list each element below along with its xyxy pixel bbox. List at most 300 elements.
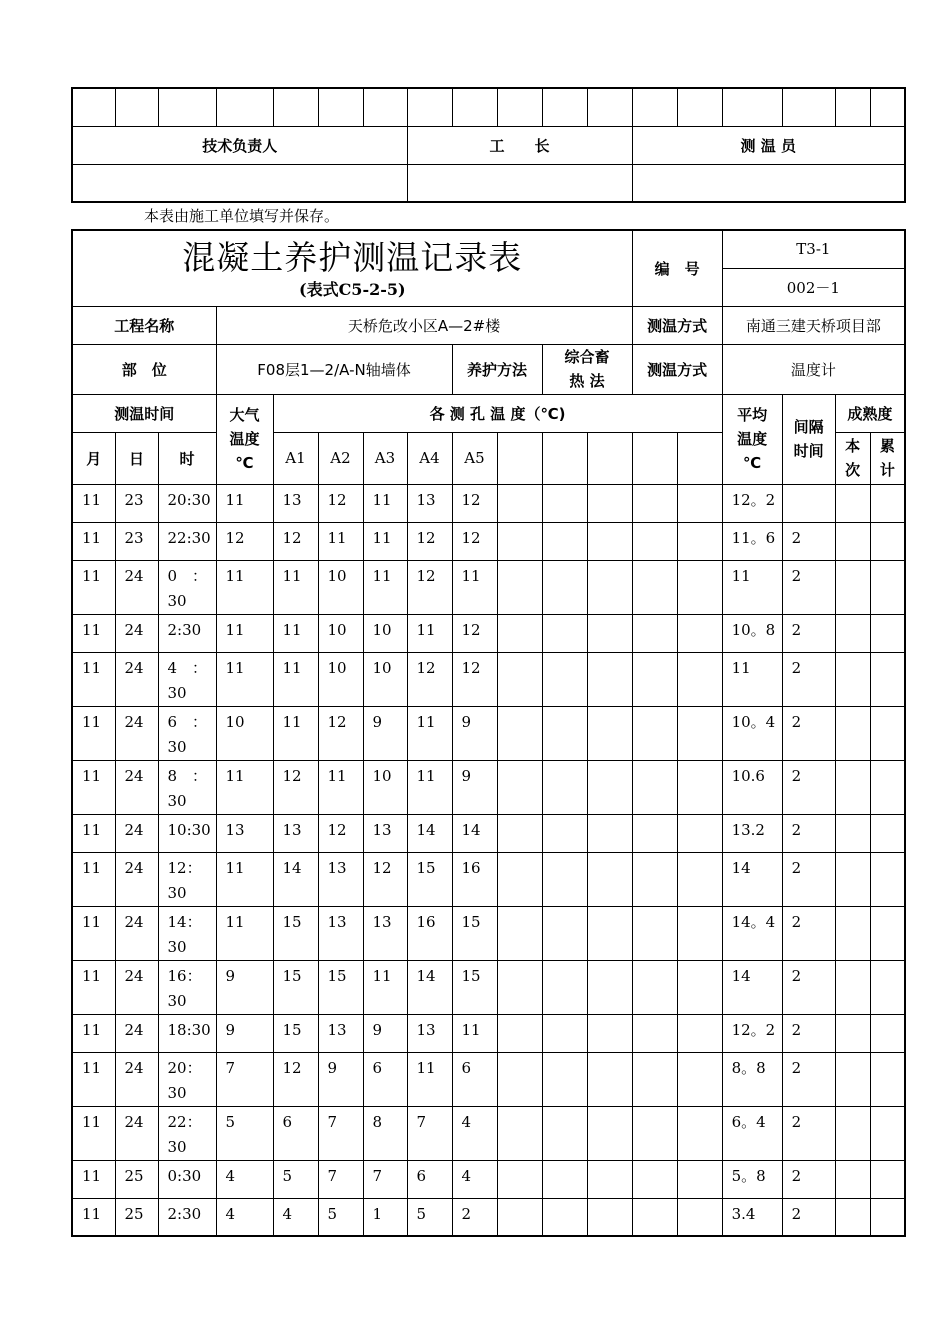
hole-blank-cell[interactable] [497, 1198, 542, 1236]
hole-blank-cell[interactable] [677, 1160, 722, 1198]
hole-a4-cell[interactable]: 11 [407, 760, 452, 814]
maturity-cumulative-cell[interactable] [870, 852, 905, 906]
hole-a4-cell[interactable]: 15 [407, 852, 452, 906]
maturity-current-cell[interactable] [835, 614, 870, 652]
maturity-cumulative-cell[interactable] [870, 1106, 905, 1160]
hole-a1-cell[interactable]: 4 [273, 1198, 318, 1236]
hole-blank-cell[interactable] [497, 814, 542, 852]
time-cell[interactable] [158, 906, 216, 960]
air-temp-cell[interactable]: 13 [216, 814, 273, 852]
maturity-current-cell[interactable] [835, 484, 870, 522]
hole-blank-cell[interactable] [497, 852, 542, 906]
blank-cell[interactable] [677, 88, 722, 126]
hole-a5-cell[interactable]: 9 [452, 706, 497, 760]
hole-blank-cell[interactable] [677, 1106, 722, 1160]
hole-a1-cell[interactable]: 11 [273, 652, 318, 706]
hole-blank-cell[interactable] [587, 560, 632, 614]
hole-a1-cell[interactable]: 6 [273, 1106, 318, 1160]
day-cell[interactable]: 24 [115, 1052, 158, 1106]
hole-a3-cell[interactable]: 11 [363, 560, 407, 614]
month-cell[interactable]: 11 [72, 1198, 115, 1236]
hole-blank-cell[interactable] [542, 1014, 587, 1052]
hole-blank-cell[interactable] [587, 706, 632, 760]
interval-cell[interactable]: 2 [782, 1014, 835, 1052]
hole-blank-cell[interactable] [677, 852, 722, 906]
interval-cell[interactable]: 2 [782, 560, 835, 614]
interval-cell[interactable]: 2 [782, 1106, 835, 1160]
month-cell[interactable]: 11 [72, 706, 115, 760]
day-cell[interactable]: 24 [115, 760, 158, 814]
air-temp-cell[interactable]: 11 [216, 852, 273, 906]
time-cell[interactable] [158, 614, 216, 652]
maturity-cumulative-cell[interactable] [870, 1014, 905, 1052]
time-cell[interactable] [158, 1106, 216, 1160]
hole-blank-cell[interactable] [632, 906, 677, 960]
hole-a1-cell[interactable]: 12 [273, 522, 318, 560]
month-cell[interactable]: 11 [72, 760, 115, 814]
hole-a2-cell[interactable]: 10 [318, 652, 363, 706]
day-cell[interactable]: 24 [115, 1014, 158, 1052]
blank-cell[interactable] [497, 88, 542, 126]
hole-blank-cell[interactable] [497, 560, 542, 614]
interval-cell[interactable]: 2 [782, 960, 835, 1014]
avg-temp-cell[interactable]: 10.6 [722, 760, 782, 814]
hole-blank-cell[interactable] [542, 1198, 587, 1236]
air-temp-cell[interactable]: 11 [216, 484, 273, 522]
hole-a3-cell[interactable]: 9 [363, 706, 407, 760]
maturity-current-cell[interactable] [835, 1052, 870, 1106]
month-cell[interactable]: 11 [72, 484, 115, 522]
hole-a1-cell[interactable]: 5 [273, 1160, 318, 1198]
hole-blank-cell[interactable] [587, 1198, 632, 1236]
hole-a3-cell[interactable]: 7 [363, 1160, 407, 1198]
hole-blank-cell[interactable] [497, 614, 542, 652]
time-cell[interactable] [158, 560, 216, 614]
time-cell[interactable] [158, 522, 216, 560]
maturity-current-cell[interactable] [835, 960, 870, 1014]
hole-blank-cell[interactable] [497, 760, 542, 814]
time-cell[interactable] [158, 1160, 216, 1198]
hole-a1-cell[interactable]: 14 [273, 852, 318, 906]
hole-a3-cell[interactable]: 10 [363, 760, 407, 814]
hole-a2-cell[interactable]: 13 [318, 906, 363, 960]
day-cell[interactable]: 24 [115, 906, 158, 960]
maturity-cumulative-cell[interactable] [870, 522, 905, 560]
maturity-current-cell[interactable] [835, 760, 870, 814]
hole-blank-cell[interactable] [587, 652, 632, 706]
blank-cell[interactable] [407, 88, 452, 126]
day-cell[interactable]: 23 [115, 522, 158, 560]
hole-blank-cell[interactable] [497, 906, 542, 960]
hole-a1-cell[interactable]: 12 [273, 1052, 318, 1106]
interval-cell[interactable]: 2 [782, 1198, 835, 1236]
hole-blank-cell[interactable] [677, 906, 722, 960]
hole-blank-cell[interactable] [542, 1106, 587, 1160]
avg-temp-cell[interactable]: 11 [722, 560, 782, 614]
hole-blank-cell[interactable] [542, 1052, 587, 1106]
hole-a5-cell[interactable]: 11 [452, 560, 497, 614]
hole-a4-cell[interactable]: 6 [407, 1160, 452, 1198]
maturity-current-cell[interactable] [835, 1106, 870, 1160]
maturity-cumulative-cell[interactable] [870, 760, 905, 814]
day-cell[interactable]: 24 [115, 706, 158, 760]
blank-cell[interactable] [158, 88, 216, 126]
thermometrist-signature[interactable] [632, 164, 905, 202]
interval-cell[interactable]: 2 [782, 522, 835, 560]
hole-a3-cell[interactable]: 10 [363, 652, 407, 706]
maturity-current-cell[interactable] [835, 706, 870, 760]
hole-blank-cell[interactable] [542, 1160, 587, 1198]
hole-blank-cell[interactable] [587, 1160, 632, 1198]
interval-cell[interactable]: 2 [782, 852, 835, 906]
hole-a3-cell[interactable]: 6 [363, 1052, 407, 1106]
air-temp-cell[interactable]: 11 [216, 614, 273, 652]
air-temp-cell[interactable]: 9 [216, 960, 273, 1014]
hole-blank-cell[interactable] [632, 1198, 677, 1236]
hole-a5-cell[interactable]: 12 [452, 522, 497, 560]
interval-cell[interactable]: 2 [782, 1160, 835, 1198]
month-cell[interactable]: 11 [72, 1106, 115, 1160]
month-cell[interactable]: 11 [72, 906, 115, 960]
interval-cell[interactable]: 2 [782, 1052, 835, 1106]
hole-blank-cell[interactable] [542, 706, 587, 760]
blank-cell[interactable] [452, 88, 497, 126]
hole-a4-cell[interactable]: 12 [407, 560, 452, 614]
avg-temp-cell[interactable]: 11。6 [722, 522, 782, 560]
hole-blank-cell[interactable] [542, 522, 587, 560]
hole-blank-cell[interactable] [632, 960, 677, 1014]
air-temp-cell[interactable]: 4 [216, 1160, 273, 1198]
hole-blank-cell[interactable] [677, 1014, 722, 1052]
hole-a4-cell[interactable]: 14 [407, 960, 452, 1014]
maturity-cumulative-cell[interactable] [870, 1198, 905, 1236]
month-cell[interactable]: 11 [72, 614, 115, 652]
hole-blank-cell[interactable] [632, 614, 677, 652]
interval-cell[interactable] [782, 484, 835, 522]
hole-a3-cell[interactable]: 11 [363, 484, 407, 522]
blank-cell[interactable] [115, 88, 158, 126]
hole-blank-cell[interactable] [632, 522, 677, 560]
blank-cell[interactable] [363, 88, 407, 126]
hole-a5-cell[interactable]: 4 [452, 1160, 497, 1198]
maturity-current-cell[interactable] [835, 560, 870, 614]
hole-a5-cell[interactable]: 6 [452, 1052, 497, 1106]
hole-blank-cell[interactable] [587, 484, 632, 522]
hole-a3-cell[interactable]: 13 [363, 814, 407, 852]
interval-cell[interactable]: 2 [782, 906, 835, 960]
foreman-signature[interactable] [407, 164, 632, 202]
month-cell[interactable]: 11 [72, 814, 115, 852]
hole-blank-cell[interactable] [677, 560, 722, 614]
hole-blank-cell[interactable] [632, 760, 677, 814]
day-cell[interactable]: 24 [115, 614, 158, 652]
maturity-current-cell[interactable] [835, 1160, 870, 1198]
air-temp-cell[interactable]: 4 [216, 1198, 273, 1236]
hole-blank-cell[interactable] [677, 652, 722, 706]
hole-blank-cell[interactable] [497, 484, 542, 522]
hole-a2-cell[interactable]: 12 [318, 814, 363, 852]
air-temp-cell[interactable]: 9 [216, 1014, 273, 1052]
interval-cell[interactable]: 2 [782, 760, 835, 814]
interval-cell[interactable]: 2 [782, 706, 835, 760]
time-cell[interactable] [158, 484, 216, 522]
hole-a4-cell[interactable]: 12 [407, 522, 452, 560]
blank-cell[interactable] [782, 88, 835, 126]
hole-a4-cell[interactable]: 16 [407, 906, 452, 960]
hole-blank-cell[interactable] [677, 1198, 722, 1236]
time-cell[interactable] [158, 1014, 216, 1052]
hole-a5-cell[interactable]: 2 [452, 1198, 497, 1236]
blank-cell[interactable] [273, 88, 318, 126]
day-cell[interactable]: 25 [115, 1198, 158, 1236]
maturity-cumulative-cell[interactable] [870, 814, 905, 852]
hole-blank-cell[interactable] [587, 960, 632, 1014]
hole-blank-cell[interactable] [632, 484, 677, 522]
air-temp-cell[interactable]: 11 [216, 652, 273, 706]
hole-a1-cell[interactable]: 13 [273, 814, 318, 852]
day-cell[interactable]: 24 [115, 1106, 158, 1160]
hole-blank-cell[interactable] [677, 614, 722, 652]
technical-lead-signature[interactable] [72, 164, 407, 202]
hole-a2-cell[interactable]: 11 [318, 522, 363, 560]
hole-blank-cell[interactable] [542, 960, 587, 1014]
hole-blank-cell[interactable] [632, 852, 677, 906]
hole-a5-cell[interactable]: 4 [452, 1106, 497, 1160]
avg-temp-cell[interactable]: 13.2 [722, 814, 782, 852]
blank-cell[interactable] [542, 88, 587, 126]
maturity-current-cell[interactable] [835, 814, 870, 852]
hole-a4-cell[interactable]: 7 [407, 1106, 452, 1160]
hole-a2-cell[interactable]: 12 [318, 484, 363, 522]
day-cell[interactable]: 24 [115, 960, 158, 1014]
maturity-cumulative-cell[interactable] [870, 706, 905, 760]
interval-cell[interactable]: 2 [782, 814, 835, 852]
avg-temp-cell[interactable]: 5。8 [722, 1160, 782, 1198]
time-cell[interactable] [158, 706, 216, 760]
hole-a2-cell[interactable]: 10 [318, 614, 363, 652]
hole-a4-cell[interactable]: 5 [407, 1198, 452, 1236]
hole-a3-cell[interactable]: 1 [363, 1198, 407, 1236]
hole-a3-cell[interactable]: 11 [363, 960, 407, 1014]
hole-a1-cell[interactable]: 11 [273, 614, 318, 652]
hole-blank-cell[interactable] [587, 1052, 632, 1106]
blank-cell[interactable] [72, 88, 115, 126]
avg-temp-cell[interactable]: 8。8 [722, 1052, 782, 1106]
hole-blank-cell[interactable] [632, 706, 677, 760]
hole-a2-cell[interactable]: 5 [318, 1198, 363, 1236]
maturity-current-cell[interactable] [835, 906, 870, 960]
hole-blank-cell[interactable] [587, 1106, 632, 1160]
hole-blank-cell[interactable] [542, 814, 587, 852]
hole-a2-cell[interactable]: 9 [318, 1052, 363, 1106]
hole-blank-cell[interactable] [587, 760, 632, 814]
maturity-current-cell[interactable] [835, 522, 870, 560]
hole-a3-cell[interactable]: 10 [363, 614, 407, 652]
hole-a1-cell[interactable]: 13 [273, 484, 318, 522]
hole-a2-cell[interactable]: 7 [318, 1160, 363, 1198]
hole-blank-cell[interactable] [497, 522, 542, 560]
blank-cell[interactable] [216, 88, 273, 126]
maturity-cumulative-cell[interactable] [870, 1052, 905, 1106]
hole-a1-cell[interactable]: 11 [273, 706, 318, 760]
avg-temp-cell[interactable]: 3.4 [722, 1198, 782, 1236]
hole-a1-cell[interactable]: 15 [273, 960, 318, 1014]
hole-blank-cell[interactable] [677, 522, 722, 560]
hole-blank-cell[interactable] [497, 1014, 542, 1052]
blank-cell[interactable] [318, 88, 363, 126]
hole-blank-cell[interactable] [497, 652, 542, 706]
time-cell[interactable] [158, 652, 216, 706]
hole-a4-cell[interactable]: 11 [407, 706, 452, 760]
time-cell[interactable] [158, 852, 216, 906]
month-cell[interactable]: 11 [72, 1052, 115, 1106]
hole-a4-cell[interactable]: 13 [407, 1014, 452, 1052]
hole-a2-cell[interactable]: 13 [318, 852, 363, 906]
hole-a4-cell[interactable]: 14 [407, 814, 452, 852]
air-temp-cell[interactable]: 12 [216, 522, 273, 560]
hole-a2-cell[interactable]: 12 [318, 706, 363, 760]
hole-blank-cell[interactable] [632, 652, 677, 706]
air-temp-cell[interactable]: 11 [216, 906, 273, 960]
hole-a5-cell[interactable]: 14 [452, 814, 497, 852]
avg-temp-cell[interactable]: 10。4 [722, 706, 782, 760]
hole-a5-cell[interactable]: 9 [452, 760, 497, 814]
hole-blank-cell[interactable] [542, 652, 587, 706]
avg-temp-cell[interactable]: 6。4 [722, 1106, 782, 1160]
day-cell[interactable]: 24 [115, 814, 158, 852]
hole-blank-cell[interactable] [542, 906, 587, 960]
hole-a5-cell[interactable]: 12 [452, 484, 497, 522]
air-temp-cell[interactable]: 7 [216, 1052, 273, 1106]
blank-cell[interactable] [722, 88, 782, 126]
time-cell[interactable] [158, 760, 216, 814]
month-cell[interactable]: 11 [72, 652, 115, 706]
hole-a5-cell[interactable]: 11 [452, 1014, 497, 1052]
interval-cell[interactable]: 2 [782, 614, 835, 652]
hole-blank-cell[interactable] [587, 906, 632, 960]
month-cell[interactable]: 11 [72, 522, 115, 560]
hole-blank-cell[interactable] [632, 1106, 677, 1160]
day-cell[interactable]: 24 [115, 560, 158, 614]
hole-blank-cell[interactable] [497, 960, 542, 1014]
avg-temp-cell[interactable]: 14 [722, 852, 782, 906]
hole-blank-cell[interactable] [542, 560, 587, 614]
hole-a2-cell[interactable]: 13 [318, 1014, 363, 1052]
maturity-current-cell[interactable] [835, 1014, 870, 1052]
hole-blank-cell[interactable] [587, 522, 632, 560]
hole-a3-cell[interactable]: 8 [363, 1106, 407, 1160]
blank-cell[interactable] [587, 88, 632, 126]
day-cell[interactable]: 23 [115, 484, 158, 522]
hole-blank-cell[interactable] [677, 814, 722, 852]
hole-a4-cell[interactable]: 11 [407, 1052, 452, 1106]
hole-a1-cell[interactable]: 11 [273, 560, 318, 614]
hole-a4-cell[interactable]: 13 [407, 484, 452, 522]
hole-blank-cell[interactable] [497, 1106, 542, 1160]
hole-blank-cell[interactable] [587, 1014, 632, 1052]
maturity-cumulative-cell[interactable] [870, 652, 905, 706]
hole-a5-cell[interactable]: 15 [452, 960, 497, 1014]
hole-blank-cell[interactable] [632, 1160, 677, 1198]
hole-blank-cell[interactable] [587, 614, 632, 652]
hole-blank-cell[interactable] [677, 960, 722, 1014]
hole-blank-cell[interactable] [677, 1052, 722, 1106]
hole-a2-cell[interactable]: 7 [318, 1106, 363, 1160]
hole-a1-cell[interactable]: 12 [273, 760, 318, 814]
hole-a3-cell[interactable]: 11 [363, 522, 407, 560]
time-cell[interactable] [158, 960, 216, 1014]
hole-blank-cell[interactable] [632, 814, 677, 852]
hole-blank-cell[interactable] [587, 814, 632, 852]
month-cell[interactable]: 11 [72, 1160, 115, 1198]
hole-a5-cell[interactable]: 12 [452, 652, 497, 706]
month-cell[interactable]: 11 [72, 960, 115, 1014]
interval-cell[interactable]: 2 [782, 652, 835, 706]
avg-temp-cell[interactable]: 14 [722, 960, 782, 1014]
month-cell[interactable]: 11 [72, 560, 115, 614]
maturity-current-cell[interactable] [835, 1198, 870, 1236]
hole-a4-cell[interactable]: 11 [407, 614, 452, 652]
avg-temp-cell[interactable]: 12。2 [722, 484, 782, 522]
air-temp-cell[interactable]: 11 [216, 560, 273, 614]
air-temp-cell[interactable]: 11 [216, 760, 273, 814]
hole-blank-cell[interactable] [542, 484, 587, 522]
time-cell[interactable] [158, 1198, 216, 1236]
hole-a1-cell[interactable]: 15 [273, 1014, 318, 1052]
maturity-cumulative-cell[interactable] [870, 960, 905, 1014]
time-cell[interactable] [158, 814, 216, 852]
hole-a3-cell[interactable]: 13 [363, 906, 407, 960]
time-cell[interactable] [158, 1052, 216, 1106]
hole-blank-cell[interactable] [497, 1160, 542, 1198]
month-cell[interactable]: 11 [72, 852, 115, 906]
month-cell[interactable]: 11 [72, 1014, 115, 1052]
avg-temp-cell[interactable]: 10。8 [722, 614, 782, 652]
avg-temp-cell[interactable]: 12。2 [722, 1014, 782, 1052]
avg-temp-cell[interactable]: 11 [722, 652, 782, 706]
day-cell[interactable]: 24 [115, 652, 158, 706]
hole-blank-cell[interactable] [632, 1052, 677, 1106]
maturity-cumulative-cell[interactable] [870, 1160, 905, 1198]
avg-temp-cell[interactable]: 14。4 [722, 906, 782, 960]
day-cell[interactable]: 24 [115, 852, 158, 906]
hole-a5-cell[interactable]: 12 [452, 614, 497, 652]
hole-blank-cell[interactable] [677, 706, 722, 760]
hole-blank-cell[interactable] [542, 852, 587, 906]
day-cell[interactable]: 25 [115, 1160, 158, 1198]
maturity-cumulative-cell[interactable] [870, 484, 905, 522]
hole-a3-cell[interactable]: 9 [363, 1014, 407, 1052]
hole-a5-cell[interactable]: 15 [452, 906, 497, 960]
air-temp-cell[interactable]: 5 [216, 1106, 273, 1160]
hole-blank-cell[interactable] [632, 1014, 677, 1052]
maturity-current-cell[interactable] [835, 852, 870, 906]
hole-a2-cell[interactable]: 15 [318, 960, 363, 1014]
blank-cell[interactable] [835, 88, 870, 126]
maturity-cumulative-cell[interactable] [870, 560, 905, 614]
maturity-cumulative-cell[interactable] [870, 906, 905, 960]
hole-blank-cell[interactable] [677, 484, 722, 522]
hole-a2-cell[interactable]: 10 [318, 560, 363, 614]
hole-blank-cell[interactable] [632, 560, 677, 614]
hole-a4-cell[interactable]: 12 [407, 652, 452, 706]
hole-a2-cell[interactable]: 11 [318, 760, 363, 814]
air-temp-cell[interactable]: 10 [216, 706, 273, 760]
hole-a5-cell[interactable]: 16 [452, 852, 497, 906]
hole-a3-cell[interactable]: 12 [363, 852, 407, 906]
blank-cell[interactable] [632, 88, 677, 126]
hole-blank-cell[interactable] [677, 760, 722, 814]
